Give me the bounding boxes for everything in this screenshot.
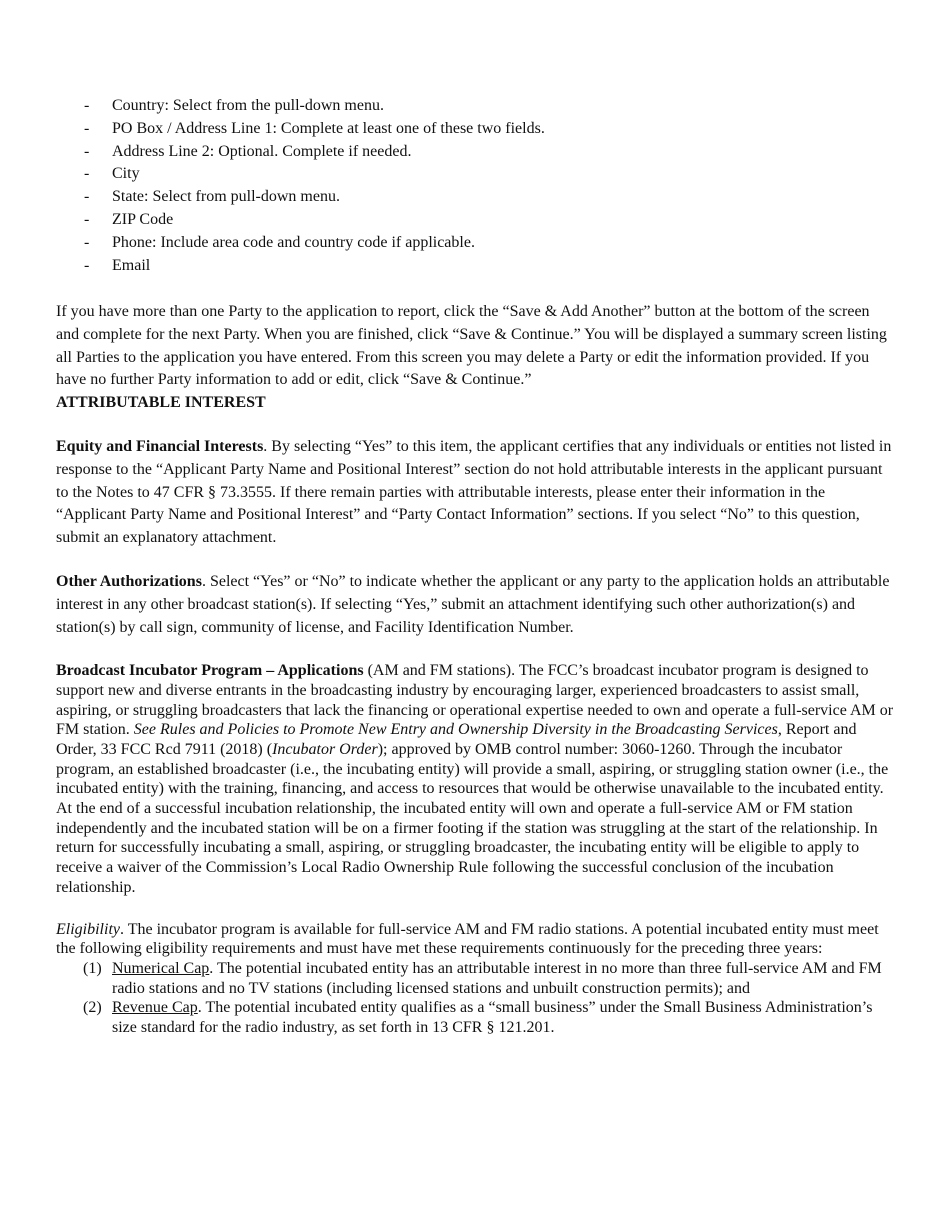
list-item xyxy=(56,959,896,998)
list-dash: - xyxy=(84,97,90,114)
list-item-text: Country: Select from the pull-down menu. xyxy=(112,97,384,114)
list-item-text: Phone: Include area code and country code if applicable. xyxy=(112,233,475,251)
list-number: (2) xyxy=(83,999,102,1017)
incubator-text-3: ); approved by OMB control number: 3060-1260. Through the incubator program, an established broadcaster (i.e., the incubating entity) will provide a small, aspiring, or struggling station owner (i.e., the incubated entity) with the training, financing, and access to resources that would be otherwise unavailable to the incubated entity. At the end of a successful incubation relationship, the incubated entity will own and operate a full-service AM or FM station independently and the incubated station will be on a firmer footing if the station was struggling at the start of the relationship. In return for successfully incubating a small, aspiring, or struggling broadcaster, the incubating entity will be eligible to apply to receive a waiver of the Commission’s Local Radio Ownership Rule following the successful conclusion of the incubation relationship. xyxy=(56,740,889,896)
list-item xyxy=(56,163,896,186)
incubator-text-2: , Report and Order, 33 FCC Rcd 7911 (2018) ( xyxy=(56,721,857,758)
other-authorizations-label: Other Authorizations xyxy=(56,573,202,591)
list-item xyxy=(56,141,896,164)
other-authorizations-paragraph xyxy=(56,571,896,639)
list-dash: - xyxy=(84,142,90,160)
equity-paragraph xyxy=(56,436,896,549)
list-item-text: City xyxy=(112,165,140,183)
document-page xyxy=(56,95,896,1037)
list-item xyxy=(56,998,896,1037)
equity-label: Equity and Financial Interests xyxy=(56,438,264,456)
list-item-text: State: Select from pull-down menu. xyxy=(112,188,340,206)
list-dash: - xyxy=(84,210,90,228)
requirement-label: Numerical Cap xyxy=(112,959,210,977)
list-dash: - xyxy=(84,119,90,137)
list-item-text: Email xyxy=(112,256,151,274)
requirement-text: . The potential incubated entity qualifies as a “small business” under the Small Business Administration’s size standard for the radio industry, as set forth in 13 CFR § 121.201. xyxy=(112,999,873,1036)
list-item xyxy=(56,232,896,255)
section-heading-attributable-interest: ATTRIBUTABLE INTEREST xyxy=(56,393,266,411)
other-authorizations-text: . Select “Yes” or “No” to indicate whether the applicant or any party to the application holds an attributable interest in any other broadcast station(s). If selecting “Yes,” submit an attachment identifying such other authorization(s) and station(s) by call sign, community of license, and Facility Identification Number. xyxy=(56,573,890,636)
list-item xyxy=(56,95,896,118)
requirement-text: . The potential incubated entity has an attributable interest in no more than three full-service AM and FM radio stations and no TV stations (including licensed stations and unbuilt construction permits); and xyxy=(112,959,882,997)
eligibility-paragraph xyxy=(56,920,896,959)
incubator-order-short-name: Incubator Order xyxy=(272,740,378,758)
list-dash: - xyxy=(84,233,90,251)
list-dash: - xyxy=(84,165,90,183)
equity-text: . By selecting “Yes” to this item, the applicant certifies that any individuals or entities not listed in response to the “Applicant Party Name and Positional Interest” section do not hold attributable interests in the applicant pursuant to the Notes to 47 CFR § 73.3555. If there remain parties with attributable interests, please enter their information in the “Applicant Party Name and Positional Interest” and “Party Contact Information” sections. If you select “No” to this question, submit an explanatory attachment. xyxy=(56,438,892,546)
incubator-text-1: (AM and FM stations). The FCC’s broadcast incubator program is designed to support new and diverse entrants in the broadcasting industry by encouraging larger, experienced broadcasters to assist small, aspiring, or struggling broadcasters that lack the financing or operational expertise needed to own and operate a full-service AM or FM station. xyxy=(56,662,894,739)
incubator-label: Broadcast Incubator Program – Applications xyxy=(56,662,364,680)
list-item-text: PO Box / Address Line 1: Complete at least one of these two fields. xyxy=(112,119,545,137)
list-dash: - xyxy=(84,256,90,274)
eligibility-label: Eligibility xyxy=(56,920,120,938)
list-item xyxy=(56,118,896,141)
list-item-text: Address Line 2: Optional. Complete if needed. xyxy=(112,142,412,160)
incubator-paragraph xyxy=(56,661,896,897)
list-item-text: ZIP Code xyxy=(112,210,174,228)
list-number: (1) xyxy=(83,959,102,977)
list-item xyxy=(56,209,896,232)
list-dash: - xyxy=(84,188,90,206)
eligibility-text: . The incubator program is available for full-service AM and FM radio stations. A potential incubated entity must meet the following eligibility requirements and must have met these requirements continuously for the preceding three years: xyxy=(56,920,879,958)
list-item xyxy=(56,255,896,278)
requirements-list xyxy=(56,959,896,1037)
contact-field-list xyxy=(56,95,896,277)
requirement-label: Revenue Cap xyxy=(112,999,198,1017)
multi-party-paragraph: If you have more than one Party to the application to report, click the “Save & Add Another” button at the bottom of the screen and complete for the next Party. When you are finished, click “Save & Continue.” You will be displayed a summary screen listing all Parties to the application you have entered. From this screen you may delete a Party or edit the information provided. If you have no further Party information to add or edit, click “Save & Continue.” xyxy=(56,303,887,389)
list-item xyxy=(56,186,896,209)
incubator-citation: See Rules and Policies to Promote New Entry and Ownership Diversity in the Broadcasting Services xyxy=(133,721,778,739)
